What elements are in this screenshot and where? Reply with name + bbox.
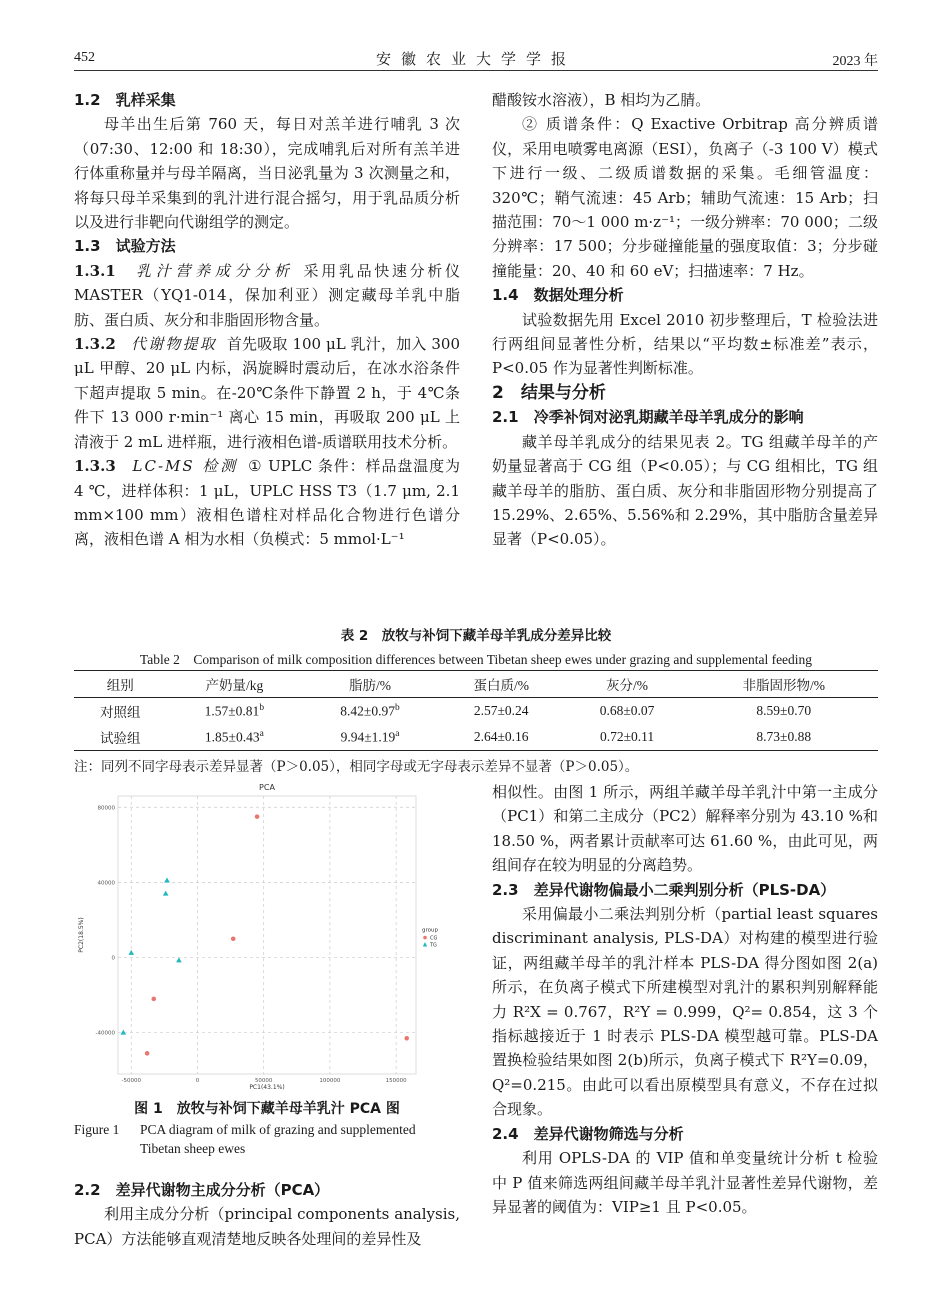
col-header: 灰分/%	[565, 671, 690, 698]
col-header: 脂肪/%	[302, 671, 438, 698]
section-1-4-text: 试验数据先用 Excel 2010 初步整理后，T 检验法进行两组间显著性分析，结果以“平均数±标准差”表示，P<0.05 作为显著性判断标准。	[492, 310, 878, 378]
plot-panel	[118, 796, 416, 1074]
section-2-1-title: 2.1 冷季补饲对泌乳期藏羊母羊乳成分的影响	[492, 408, 804, 427]
x-tick-label: -50000	[121, 1078, 141, 1084]
section-1-4-title: 1.4 数据处理分析	[492, 286, 624, 305]
right-column-bottom	[492, 780, 878, 1219]
legend-title: group	[422, 927, 438, 934]
pca-chart	[74, 778, 460, 1096]
point-cg	[255, 814, 260, 819]
section-2-3-title: 2.3 差异代谢物偏最小二乘判别分析（PLS-DA）	[492, 880, 836, 899]
x-tick-label: 100000	[319, 1078, 341, 1084]
figure-caption-cn: 图 1 放牧与补饲下藏羊母羊乳汁 PCA 图	[134, 1101, 400, 1117]
legend-marker	[423, 942, 427, 947]
left-column-top	[74, 88, 460, 552]
section-2-2-title: 2.2 差异代谢物主成分分析（PCA）	[74, 1181, 330, 1199]
col-header: 产奶量/kg	[167, 671, 303, 698]
table-2	[74, 624, 878, 775]
section-1-2-text: 母羊出生后第 760 天，每日对羔羊进行哺乳 3 次（07:30、12:00 和 18:30），完成哺乳后对所有羔羊进行体重称量并与母羊隔离，当日泌乳量为 3 次测量之和，将每只母羊采集到的乳汁进行混合摇匀，用于乳品质分析以及进行非靶向代谢组学的测定。	[74, 115, 460, 232]
point-cg	[151, 997, 156, 1002]
section-2-4-text: 利用 OPLS-DA 的 VIP 值和单变量统计分析 t 检验中 P 值来筛选两组间藏羊母羊乳汁显著性差异代谢物，差异显著的阈值为：VIP≥1 且 P<0.05。	[492, 1149, 878, 1216]
running-header	[74, 44, 878, 71]
section-2-3-text: 采用偏最小二乘法判别分析（partial least squares discriminant analysis, PLS-DA）对构建的模型进行验证，两组藏羊母羊的乳汁样本 PLS-DA 得分图如图 2(a)所示，在负离子模式下所建模型对乳汁的累积判别解释能力 R²X = 0.767，R²Y = 0.999，Q²= 0.854，这 3 个指标越接近于 1 时表示 PLS-DA 模型越可靠。PLS-DA 置换检验结果如图 2(b)所示，负离子模式下 R²Y=0.09，Q²=0.215。由此可以看出原模型具有意义，不存在过拟合现象。	[492, 905, 878, 1119]
table-caption-en: Table 2 Comparison of milk composition differences between Tibetan sheep ewes under grazing and supplemental feeding	[139, 652, 813, 667]
section-2-4-title: 2.4 差异代谢物筛选与分析	[492, 1124, 684, 1143]
y-axis-label: PC2(18.5%)	[78, 917, 85, 953]
point-cg	[145, 1051, 150, 1056]
col-header: 组别	[74, 671, 167, 698]
y-tick-label: 80000	[97, 805, 115, 812]
point-cg	[404, 1036, 409, 1041]
legend-marker	[423, 936, 427, 940]
section-1-3-title: 1.3 试验方法	[74, 237, 176, 256]
chart-title: PCA	[259, 783, 275, 792]
journal-year: 2023 年	[832, 54, 878, 69]
x-tick-label: 150000	[385, 1078, 407, 1084]
journal-name: 安徽农业大学学报	[375, 50, 576, 68]
section-1-3-2: 1.3.2 代谢物提取 首先吸取 100 μL 乳汁，加入 300 μL 甲醇、20 μL 内标，涡旋瞬时震动后，在冰水浴条件下超声提取 5 min。在-20℃条件下静置 2 h，于 4℃条件下 13 000 r·min⁻¹ 离心 15 min，再吸取 200 μL 上清液于 2 mL 进样瓶，进行液相色谱-质谱联用技术分析。	[74, 335, 460, 451]
milk-composition-table	[74, 670, 878, 751]
section-2-1-text: 藏羊母羊乳成分的结果见表 2。TG 组藏羊母羊的产奶量显著高于 CG 组（P<0.05）；与 CG 组相比，TG 组藏羊母羊的脂肪、蛋白质、灰分和非脂固形物分别提高了 15.29%、2.65%、5.56%和 2.29%，其中脂肪含量差异显著（P<0.05）。	[492, 432, 878, 549]
table-row: 试验组 1.85±0.43$^a$ 9.94±1.19$^a$ 2.64±0.16 0.72±0.11 8.73±0.88	[74, 724, 878, 751]
table-row: 对照组 1.57±0.81$^b$ 8.42±0.97$^b$ 2.57±0.24 0.68±0.07 8.59±0.70	[100, 702, 812, 720]
x-tick-label: 50000	[254, 1078, 273, 1084]
x-tick-label: 0	[195, 1078, 200, 1084]
table-note: 注：同列不同字母表示差异显著（P＞0.05），相同字母或无字母表示差异不显著（P＞0.05）。	[74, 759, 639, 775]
col-header: 非脂固形物/%	[690, 671, 879, 698]
section-1-3-3: 1.3.3 LC-MS 检测 ① UPLC 条件：样品盘温度为 4 ℃，进样体积：1 μL，UPLC HSS T3（1.7 μm, 2.1 mm×100 mm）液相色谱柱对样品化合物进行色谱分离，液相色谱 A 相为水相（负模式：5 mmol·L⁻¹	[74, 457, 460, 549]
col-header: 蛋白质/%	[438, 671, 565, 698]
x-axis-label: PC1(43.1%)	[249, 1084, 285, 1091]
section-1-2-title: 1.2 乳样采集	[74, 91, 176, 109]
section-2-title: 2 结果与分析	[492, 382, 606, 403]
legend-label: TG	[430, 942, 437, 949]
y-tick-label: 40000	[97, 880, 115, 887]
point-cg	[231, 936, 236, 941]
table-caption-cn: 表 2 放牧与补饲下藏羊母羊乳成分差异比较	[340, 628, 612, 644]
section-2-2-text: 利用主成分分析（principal components analysis, PCA）方法能够直观清楚地反映各处理间的差异性及	[74, 1205, 460, 1248]
pca-figure	[74, 778, 460, 1096]
ms-conditions: ② 质谱条件：Q Exactive Orbitrap 高分辨质谱仪，采用电喷雾电离源（ESI），负离子（-3 100 V）模式下进行一级、二级质谱数据的采集。毛细管温度：320℃；鞘气流速：45 Arb；辅助气流速：15 Arb；扫描范围：70～1 000 m·z⁻¹；一级分辨率：70 000；二级分辨率：17 500；分步碰撞能量的强度取值：3；分步碰撞能量：20、40 和 60 eV；扫描速率：7 Hz。	[492, 115, 878, 280]
section-1-3-1: 1.3.1 乳汁营养成分分析 采用乳品快速分析仪 MASTER（YQ1-014，保加利亚）测定藏母羊乳中脂肪、蛋白质、灰分和非脂固形物含量。	[74, 261, 460, 329]
legend-label: CG	[430, 935, 438, 942]
y-tick-label: 0	[111, 955, 115, 962]
right-column-top	[492, 88, 878, 552]
y-tick-label: -40000	[95, 1030, 115, 1037]
figure-caption-en: Figure 1 PCA diagram of milk of grazing and supplemented Tibetan sheep ewes	[74, 1122, 416, 1156]
left-column-bottom	[74, 1178, 460, 1251]
pca-result-text: 相似性。由图 1 所示，两组羊藏羊母羊乳汁中第一主成分（PC1）和第二主成分（PC2）解释率分别为 43.10 %和 18.50 %，两者累计贡献率可达 61.60 %，由此可见，两组间存在较为明显的分离趋势。	[492, 783, 878, 875]
page-number: 452	[74, 50, 95, 65]
mobile-phase-b: 醋酸铵水溶液），B 相均为乙腈。	[492, 91, 711, 109]
